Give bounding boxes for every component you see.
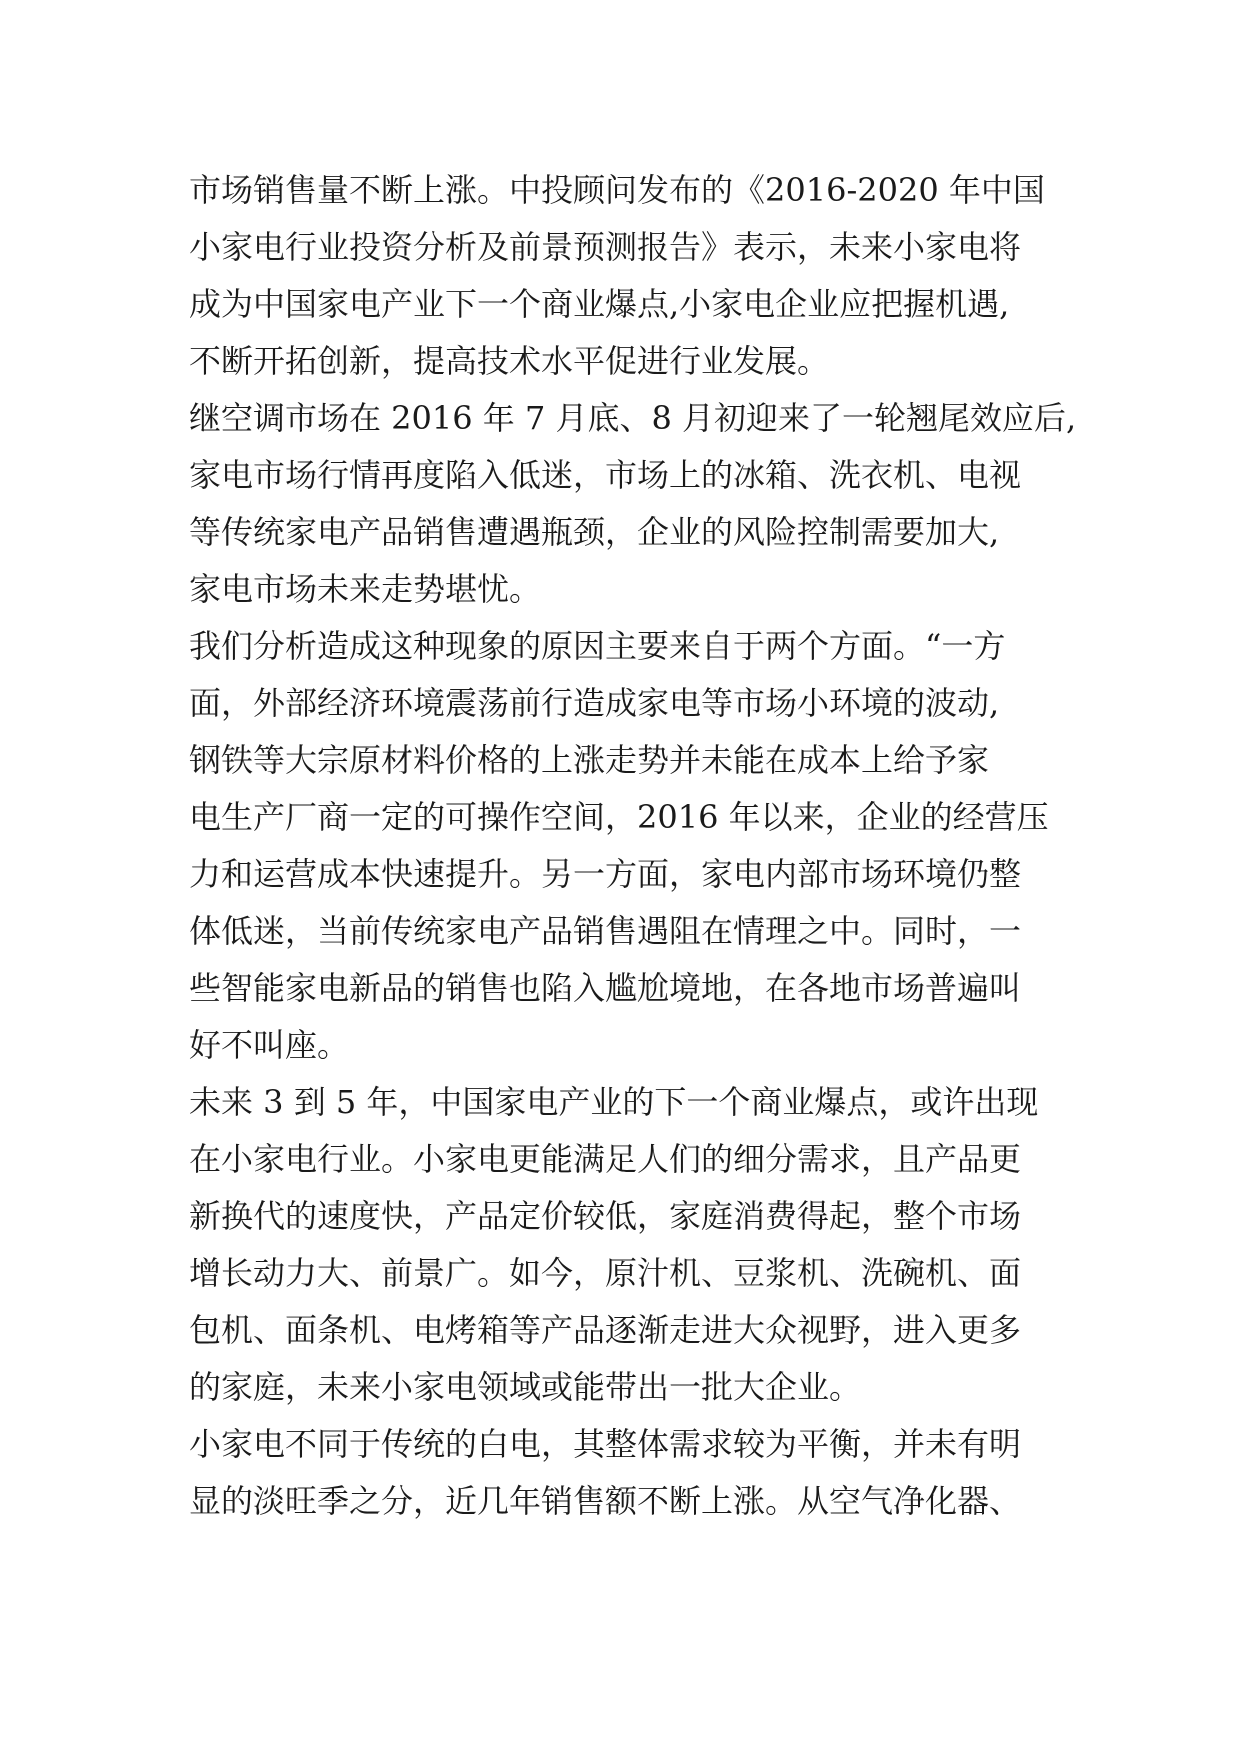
text-line: 力和运营成本快速提升。另一方面，家电内部市场环境仍整 [189, 855, 1022, 893]
text-line: 我们分析造成这种现象的原因主要来自于两个方面。“一方 [189, 627, 1006, 665]
text-line: 面，外部经济环境震荡前行造成家电等市场小环境的波动, [189, 684, 1000, 722]
text-line: 在小家电行业。小家电更能满足人们的细分需求，且产品更 [189, 1140, 1022, 1178]
text-line: 小家电不同于传统的白电，其整体需求较为平衡，并未有明 [189, 1425, 1022, 1463]
body-text [189, 162, 1089, 1530]
text-line: 包机、面条机、电烤箱等产品逐渐走进大众视野，进入更多 [189, 1311, 1022, 1349]
text-line: 小家电行业投资分析及前景预测报告》表示，未来小家电将 [189, 228, 1022, 266]
text-line: 新换代的速度快，产品定价较低，家庭消费得起，整个市场 [189, 1197, 1022, 1235]
text-line: 电生产厂商一定的可操作空间，2016 年以来，企业的经营压 [189, 798, 1049, 836]
text-line: 等传统家电产品销售遭遇瓶颈，企业的风险控制需要加大, [189, 513, 1000, 551]
text-line: 体低迷，当前传统家电产品销售遇阻在情理之中。同时，一 [189, 912, 1022, 950]
text-line: 继空调市场在 2016 年 7 月底、8 月初迎来了一轮翘尾效应后, [189, 399, 1077, 437]
text-line: 钢铁等大宗原材料价格的上涨走势并未能在成本上给予家 [189, 741, 990, 779]
text-line: 家电市场未来走势堪忧。 [189, 570, 542, 608]
text-line: 显的淡旺季之分，近几年销售额不断上涨。从空气净化器、 [189, 1482, 1022, 1520]
text-line: 增长动力大、前景广。如今，原汁机、豆浆机、洗碗机、面 [189, 1254, 1022, 1292]
text-line: 家电市场行情再度陷入低迷，市场上的冰箱、洗衣机、电视 [189, 456, 1022, 494]
text-line: 不断开拓创新，提高技术水平促进行业发展。 [189, 342, 830, 380]
text-line: 未来 3 到 5 年，中国家电产业的下一个商业爆点，或许出现 [189, 1083, 1039, 1121]
text-line: 市场销售量不断上涨。中投顾问发布的《2016-2020 年中国 [189, 171, 1045, 209]
text-line: 的家庭，未来小家电领域或能带出一批大企业。 [189, 1368, 862, 1406]
text-line: 好不叫座。 [189, 1026, 350, 1064]
text-line: 成为中国家电产业下一个商业爆点,小家电企业应把握机遇, [189, 285, 1010, 323]
text-line: 些智能家电新品的销售也陷入尴尬境地，在各地市场普遍叫 [189, 969, 1022, 1007]
